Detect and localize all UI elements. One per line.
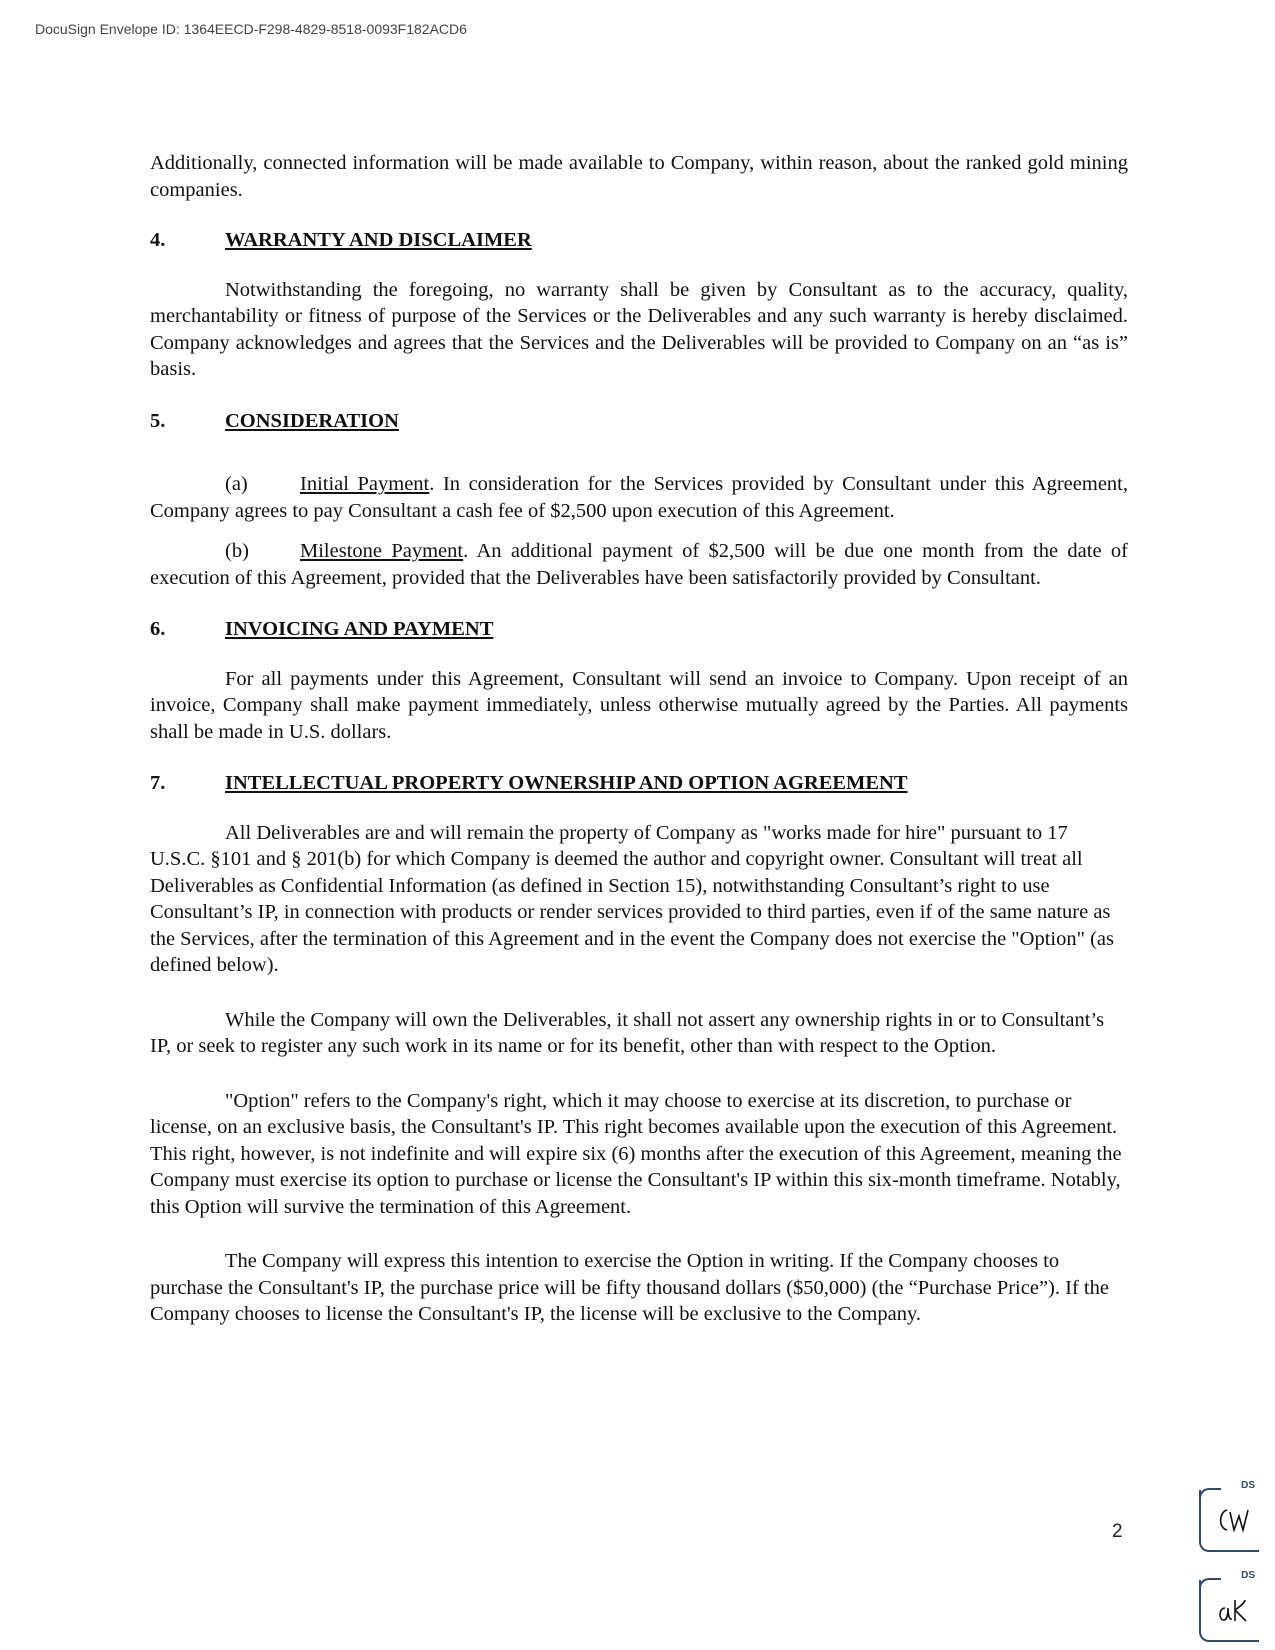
sub-label: Milestone Payment [300,540,464,562]
section-number: 5. [150,409,166,432]
page-number: 2 [1112,1521,1123,1542]
sub-marker: (a) [225,473,248,495]
section-6-heading [150,616,1128,643]
sub-marker: (b) [225,540,249,562]
section-7-p4: The Company will express this intention to exercise the Option in writing. If the Company chooses to purchase the Consultant's IP, the purchase price will be fifty thousand dollars ($50,000) (the “Purchase Price”). If the Company chooses to license the Consultant's IP, the license will be exclusive to the Company. [150,1250,1109,1325]
section-7-p3: "Option" refers to the Company's right, which it may choose to exercise at its discretion, to purchase or license, on an exclusive basis, the Consultant's IP. This right becomes available upon the execution of this Agreement. This right, however, is not indefinite and will expire six (6) months after the execution of this Agreement, meaning the Company must exercise its option to purchase or license the Consultant's IP within this six-month timeframe. Notably, this Option will survive the termination of this Agreement. [150,1089,1122,1218]
document-body [150,150,1128,1328]
initials-signature-ar [1215,1594,1251,1626]
section-4-heading [150,227,1128,254]
initials-signature-cw [1215,1504,1251,1536]
section-title: INTELLECTUAL PROPERTY OWNERSHIP AND OPTION AGREEMENT [225,772,908,794]
envelope-id: DocuSign Envelope ID: 1364EECD-F298-4829-8518-0093F182ACD6 [35,21,467,37]
section-5a [150,471,1128,524]
sub-label: Initial Payment [300,473,430,495]
section-7-p2: While the Company will own the Deliverables, it shall not assert any ownership rights in or to Consultant’s IP, or seek to register any such work in its name or for its benefit, other than with respect to the Option. [150,1008,1105,1057]
ds-tag: DS [1241,1570,1255,1581]
sub-text: . An additional payment of $2,500 will be due one month from the date of execution of this Agreement, provided that the Deliverables have been satisfactorily provided by Consultant. [150,540,1129,589]
section-number: 7. [150,772,166,794]
section-number: 6. [150,618,166,640]
section-title: CONSIDERATION [225,409,399,432]
section-4-body: Notwithstanding the foregoing, no warranty shall be given by Consultant as to the accuracy, quality, merchantability or fitness of purpose of the Services or the Deliverables and any such warranty is hereby disclaimed. Company acknowledges and agrees that the Services and the Deliverables will be provided to Company on an “as is” basis. [150,278,1128,380]
section-title: WARRANTY AND DISCLAIMER [225,229,532,251]
section-5b [150,538,1128,591]
sub-text: . In consideration for the Services provided by Consultant under this Agreement, Company agrees to pay Consultant a cash fee of $2,500 upon execution of this Agreement. [150,473,1128,522]
section-5-heading [150,408,1128,435]
intro-paragraph: Additionally, connected information will be made available to Company, within reason, about the ranked gold mining companies. [150,152,1128,201]
section-title: INVOICING AND PAYMENT [225,618,494,640]
initials-box-cw[interactable] [1199,1480,1259,1552]
section-7-p1: All Deliverables are and will remain the property of Company as "works made for hire" pursuant to 17 U.S.C. §101 and § 201(b) for which Company is deemed the author and copyright owner. Consultant will treat all Deliverables as Confidential Information (as defined in Section 15), notwithstanding Consultant’s right to use Consultant’s IP, in connection with products or render services provided to third parties, even if of the same nature as the Services, after the termination of this Agreement and in the event the Company does not exercise the "Option" (as defined below). [150,821,1115,976]
ds-tag: DS [1241,1480,1255,1491]
section-7-heading [150,770,1128,797]
initials-box-ar[interactable] [1199,1570,1259,1642]
section-6-body: For all payments under this Agreement, Consultant will send an invoice to Company. Upon receipt of an invoice, Company shall make payment immediately, unless otherwise mutually agreed by the Parties. All payments shall be made in U.S. dollars. [150,667,1128,743]
section-number: 4. [150,229,166,251]
